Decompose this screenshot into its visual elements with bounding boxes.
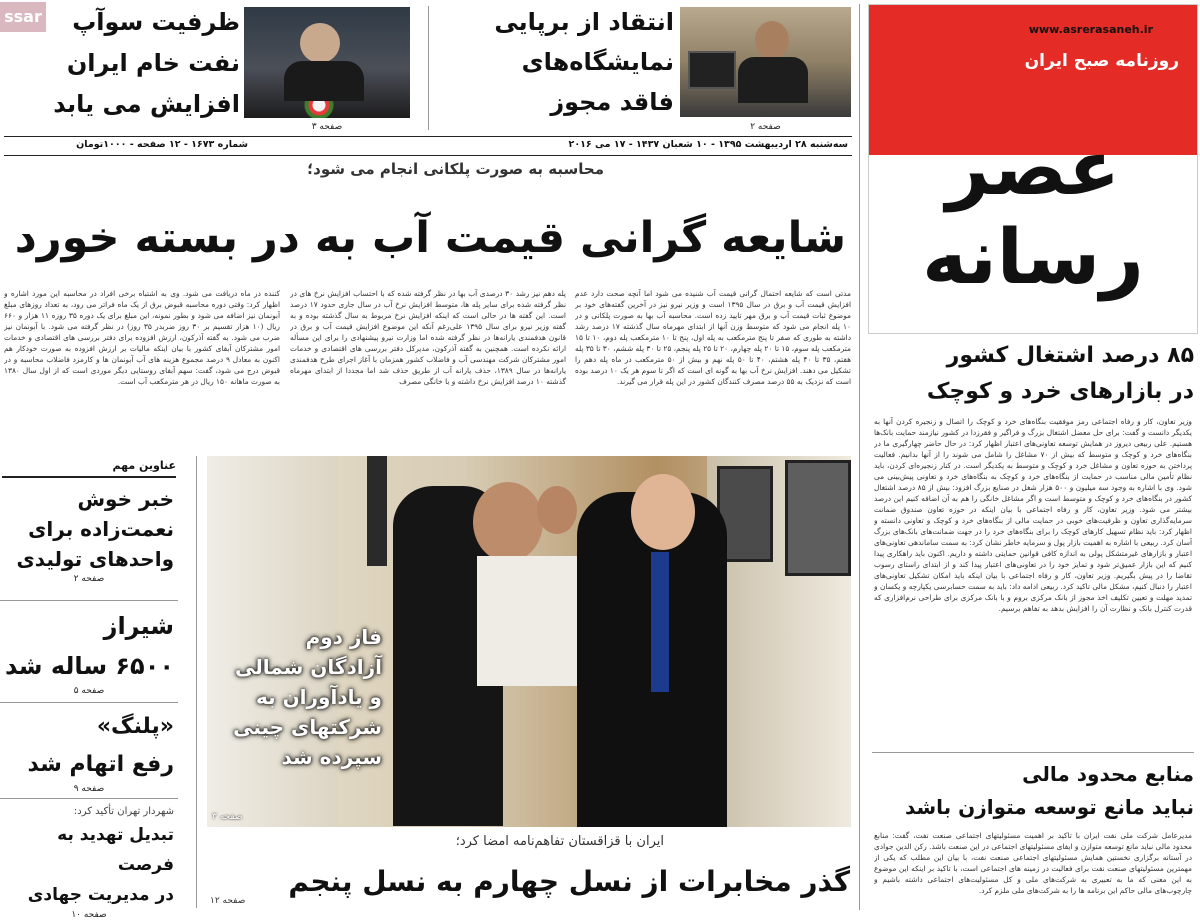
bottom-headline[interactable]: گذر مخابرات از نسل چهارم به نسل پنجم	[288, 865, 850, 898]
sidebar-item-3[interactable]	[0, 708, 178, 799]
center-caption-line-2: آزادگان شمالی	[235, 655, 382, 679]
sidebar-4-line-2: در مدیریت جهادی	[27, 885, 174, 905]
main-body-col-2: پله دهم نیز رشد ۳۰ درصدی آب بها در نظر گرفته شده که با احتساب افزایش نرخ های در نظر گرفته شده برای سایر پله ها، متوسط افزایش نرخ آب در سال جاری حدود ۱۷ درصد است. این گفته ها در حالی است که اینکه افزایش نرخ مربوط به سال گذشته بوده و به گفته وزیر نیرو برای سال ۱۳۹۵ علی‌رغم آنکه این موضوع افزایش قیمت آب و برق در قانون هدفمندی یارانه‌ها در نظر گرفته شده اما وزارت نیرو پیشنهادی را برای این مسأله ارائه نکرده است. همچنین به گفته آذرکون، مدیرکل دفتر بررسی های اقتصادی و خدمات امور مشترکان شرکت مهندسی آب و فاضلاب کشور همزمان با آغاز اجرای طرح هدفمندی یارانه‌ها در سال ۱۳۸۹، حذف یارانه آب از طریق حذف شد اما مجددا از ابتدای مهرماه گذشته ۱۰ درصد افزایش نرخ داشته و با خانگی مصرف	[290, 289, 566, 386]
sidebar-1-line-2: نعمت‌زاده برای	[28, 517, 174, 541]
sidebar-1-line-3: واحدهای تولیدی	[16, 547, 174, 571]
right-story-1-body: وزیر تعاون، کار و رفاه اجتماعی رمز موفقیت بنگاه‌های خرد و کوچک را اتصال و زنجیره کردن آنها به یکدیگر دانست و گفت: برای حل معضل اشتغال بزرگ و فراگیر و فقرزدا در کشور نیازمند حمایت بانک‌ها هستیم. علی ربیعی دیروز در همایش توسعه تعاونی‌های اعتبار اظهار کرد: در حال حاضر چهارگیری ما در بنگاه‌های خرد و کوچک و متوسط که بیش از ۷۰ مشاغل را شامل می شوند را از آنها بدانیم. فعالیت پرداختن به حوزه تعاون و مشاغل خرد و کوچک و متوسط به یکدیگر است. در کنار زنجیره‌ای کردن، باید نظام تأمین مالی مناسب در حمایت از بنگاه‌های خرد و کوچک به بنگاه‌های خرد و تعاونی پیش‌بینی می شود. وی با اشاره به وجود سه میلیون و ۵۰۰ هزار شغل در صنایع بزرگ افزود: بیش از ۸۵ درصد اشتغال کشور در بنگاه‌های خرد و کوچک و متوسط است و اگر مشاغل خانگی را هم به آن اضافه کنیم این درصد بیشتر می شود. وزیر تعاون، کار و رفاه اجتماعی با بیان اینکه در حوزه تعاون صندوق ضمانت سرمایه‌گذاری تعاون و ظرفیت‌های خوبی در حمایت مالی از بنگاه‌های خرد و کوچک و تعاونی دانسته و اظهار کرد: باید نظام تسهیل کارهای کوچک را برای بنگاه‌های خرد را در جهت ضمانت‌های بانک‌های بزرگ آسان کرد. ربیعی با اشاره به اهمیت بازار پول و سرمایه خاطر نشان کرد: به سمت ساماندهی تعاونی‌های اعتبار و بازارهای غیرمتشکل پولی به اندازه کافی قوانین حمایتی داشته و داریم. اکنون باید راهکاری پیدا کنیم که این بازار عمیق‌تر شود و تمایز خود را در تعاونی‌های اعتبار پیدا کند و از ابتدای راستای رسوب تقاضا را در پیش بگیریم. وزیر تعاون، کار و رفاه اجتماعی با بیان اینکه باید امکان تشکیل تعاونی‌های اعتبار را دنبال کنیم، مشکل مالی تاکید کرد. ربیعی ادامه داد: باید به سمت حسابرسی یکپارچه و یکسان و تمدید مهلت و تعیین تکلیف اخذ مجوز از بانک مرکزی بروم و با بانک مرکزی برای طراحی نرم‌افزاری که قدرت کنترل بانک و نظارت آن را افزایش بدهد به تفاهم برسیم.	[874, 417, 1192, 613]
right-story-1-headline[interactable]	[872, 338, 1194, 410]
right-story-divider	[872, 752, 1194, 753]
right-story-1-line-2: در بازارهای خرد و کوچک	[926, 379, 1194, 404]
right-column-divider	[859, 4, 860, 910]
right-story-2-body: مدیرعامل شرکت ملی نفت ایران با تاکید بر اهمیت مسئولیتهای اجتماعی صنعت نفت، گفت: منابع محدود مالی نباید مانع توسعه متوازن و ایفای مسئولیتهای اجتماعی در این صنعت باشد. رکن الدین جوادی در آستانه برگزاری نخستین همایش مسئولیتهای اجتماعی صنعت نفت، با بیان این مطلب که یکی از مهمترین مسئولیتهای صنعت نفت برای فعالیت در زمینه های اجتماعی است، با تاکید بر اینکه این موضوع به این معنی که ما به تعبیری به شرکت‌های ملی و کل مسئولیت‌های اجتماعی داشته باشیم و چارچوب‌های مالی حاکم این برنامه ها را به شرکت‌های ملی ملزم کرد.	[874, 831, 1192, 895]
sidebar-2-line-2: ۶۵۰۰ ساله شد	[5, 652, 174, 680]
center-caption-line-3: و یادآوران به	[255, 685, 382, 709]
center-caption-line-4: شرکتهای چینی	[233, 715, 382, 739]
masthead-url: www.asrerasaneh.ir	[1028, 23, 1153, 36]
right-story-1-line-1: ۸۵ درصد اشتغال کشور	[946, 343, 1194, 368]
teaser-divider	[428, 6, 429, 130]
main-body-col-3: کننده در ماه دریافت می شود. وی به اشتباه برخی افراد در محاسبه این مورد اشاره و اظهار کرد: وقتی دوره محاسبه قبوض برق از یک ماه فراتر می رود، به تعداد روزهای مبلغ آبونمان نیز اضافه می شود و بطور نمونه، این مبلغ برای یک دوره ۳۵ روزه ۱۱ هزار و ۶۶۰ ریال (۱۰ هزار تقسیم بر ۳۰ روز ضربدر ۳۵ روز) در نظر گرفته می شود. با آبونمان نیز ضرب می شود. به گفته آذرکون، ارزش افزوده برای دفتر بررسی های اقتصادی و خدمات امور مشترکان آبفای کشور با بیان اینکه مالیات بر ارزش افزوده به صورت خودکار هم اکنون به معادل ۹ درصد مجموع هزینه های آب آبونمان ها و کارمزد فاضلاب محاسبه و در قبوض درج می شود، گفت: سهم آبفای روستایی دیگر موردی است که از اول سال ۱۳۸۰ به صورت ماهانه ۱۵۰ ریال در هر مترمکعب آب است.	[4, 289, 280, 386]
main-headline[interactable]: شایعه گرانی قیمت آب به در بسته خورد	[14, 213, 846, 263]
teaser-1-line-1: ظرفیت سوآپ	[72, 8, 240, 36]
bottom-kicker: ایران با قزاقستان تفاهم‌نامه امضا کرد؛	[455, 834, 664, 849]
sidebar-4-line-1: تبدیل تهدید به فرصت	[57, 825, 174, 875]
issue-bar	[4, 136, 852, 156]
sidebar-section-title: عناوین مهم	[2, 456, 176, 478]
teaser-photo-2	[680, 7, 851, 117]
teaser-1-line-2: نفت خام ایران	[66, 49, 240, 77]
sidebar-item-2[interactable]	[0, 606, 178, 703]
masthead	[868, 4, 1198, 334]
sidebar-left	[0, 456, 178, 918]
sidebar-3-line-1: «پلنگ»	[96, 714, 174, 739]
teaser-page-2: صفحه ۲	[750, 122, 781, 132]
sidebar-divider	[196, 456, 197, 908]
teaser-headline-1[interactable]	[50, 2, 240, 125]
sidebar-item-4[interactable]	[0, 804, 178, 920]
masthead-tagline: روزنامه صبح ایران	[1024, 51, 1179, 71]
right-story-2-headline[interactable]	[872, 758, 1194, 824]
sidebar-4-page: صفحه ۱۰	[71, 910, 107, 920]
teaser-page-1: صفحه ۳	[311, 122, 343, 132]
sidebar-item-1[interactable]	[0, 484, 178, 601]
main-body-col-1: مدتی است که شایعه احتمال گرانی قیمت آب شنیده می شود اما آنچه صحت دارد عدم افزایش قیمت آب و برق در سال ۱۳۹۵ است و وزیر نیرو نیز در آخرین گفته‌های خود بر موضوع ثبات قیمت آب و برق مهر تایید زده است. محاسبه آب بها به صورت پلکانی و در ۱۰ پله انجام می شود که متوسط وزن آنها از ابتدای مهرماه سال گذشته ۱۷ درصد رشد داشته به طوری که صفر تا پنج مترمکعب به پله اول، پنج تا ۱۰ مترمکعب پله دوم، ۱۰ تا ۱۵ مترمکعب پله سوم، ۱۵ تا ۲۰ پله چهارم، ۲۰ تا ۲۵ پله پنجم، ۲۵ تا ۳۰ پله ششم، ۳۰ تا ۳۵ پله هفتم، ۳۵ تا ۴۰ پله هشتم، ۴۰ تا ۵۰ پله نهم و بیش از ۵۰ مترمکعب در ماه پله دهم را تشکیل می دهند. افزایش نرخ آب بها به گونه ای است که اگر تا سوم هر یک ۱۰ درصد بوده است که نزدیک به ۵۵ درصد مصرف کنندگان کشور در این پله قرار می گیرند.	[575, 289, 851, 386]
teaser-2-line-1: انتقاد از برپایی	[494, 8, 674, 36]
sidebar-1-line-1: خبر خوش	[77, 487, 174, 511]
sidebar-1-page: صفحه ۲	[73, 574, 105, 584]
bottom-page: صفحه ۱۲	[210, 896, 246, 906]
corner-logo-text: ssar	[4, 7, 42, 26]
teaser-2-line-2: نمایشگاه‌های	[521, 48, 674, 76]
teaser-headline-2[interactable]	[470, 2, 674, 122]
corner-logo	[0, 2, 46, 32]
sidebar-2-page: صفحه ۵	[73, 686, 105, 696]
sidebar-2-line-1: شیراز	[103, 612, 174, 640]
center-caption-line-1: فاز دوم	[305, 625, 382, 649]
sidebar-4-kicker: شهردار تهران تأکید کرد:	[73, 806, 174, 817]
sidebar-3-page: صفحه ۹	[73, 784, 105, 794]
sidebar-3-line-2: رفع اتهام شد	[27, 752, 174, 777]
issue-date: سه‌شنبه ۲۸ اردیبهشت ۱۳۹۵ - ۱۰ شعبان ۱۴۳۷ - ۱۷ می ۲۰۱۶	[568, 139, 848, 150]
center-photo-caption[interactable]	[206, 622, 382, 772]
teaser-1-line-3: افزایش می یابد	[53, 90, 240, 118]
center-photo-page: صفحه ۳	[212, 812, 243, 822]
issue-number: شماره ۱۶۷۳ - ۱۲ صفحه - ۱۰۰۰تومان	[76, 139, 248, 150]
masthead-logo: عصر رسانه	[922, 123, 1144, 301]
teaser-2-line-3: فاقد مجوز	[550, 88, 674, 116]
right-story-2-line-2: نباید مانع توسعه متوازن باشد	[904, 795, 1194, 819]
teaser-photo-1	[244, 7, 410, 118]
right-story-2-line-1: منابع محدود مالی	[1022, 762, 1194, 786]
main-kicker: محاسبه به صورت پلکانی انجام می شود؛	[307, 160, 604, 178]
center-caption-line-5: سپرده شد	[281, 745, 382, 769]
